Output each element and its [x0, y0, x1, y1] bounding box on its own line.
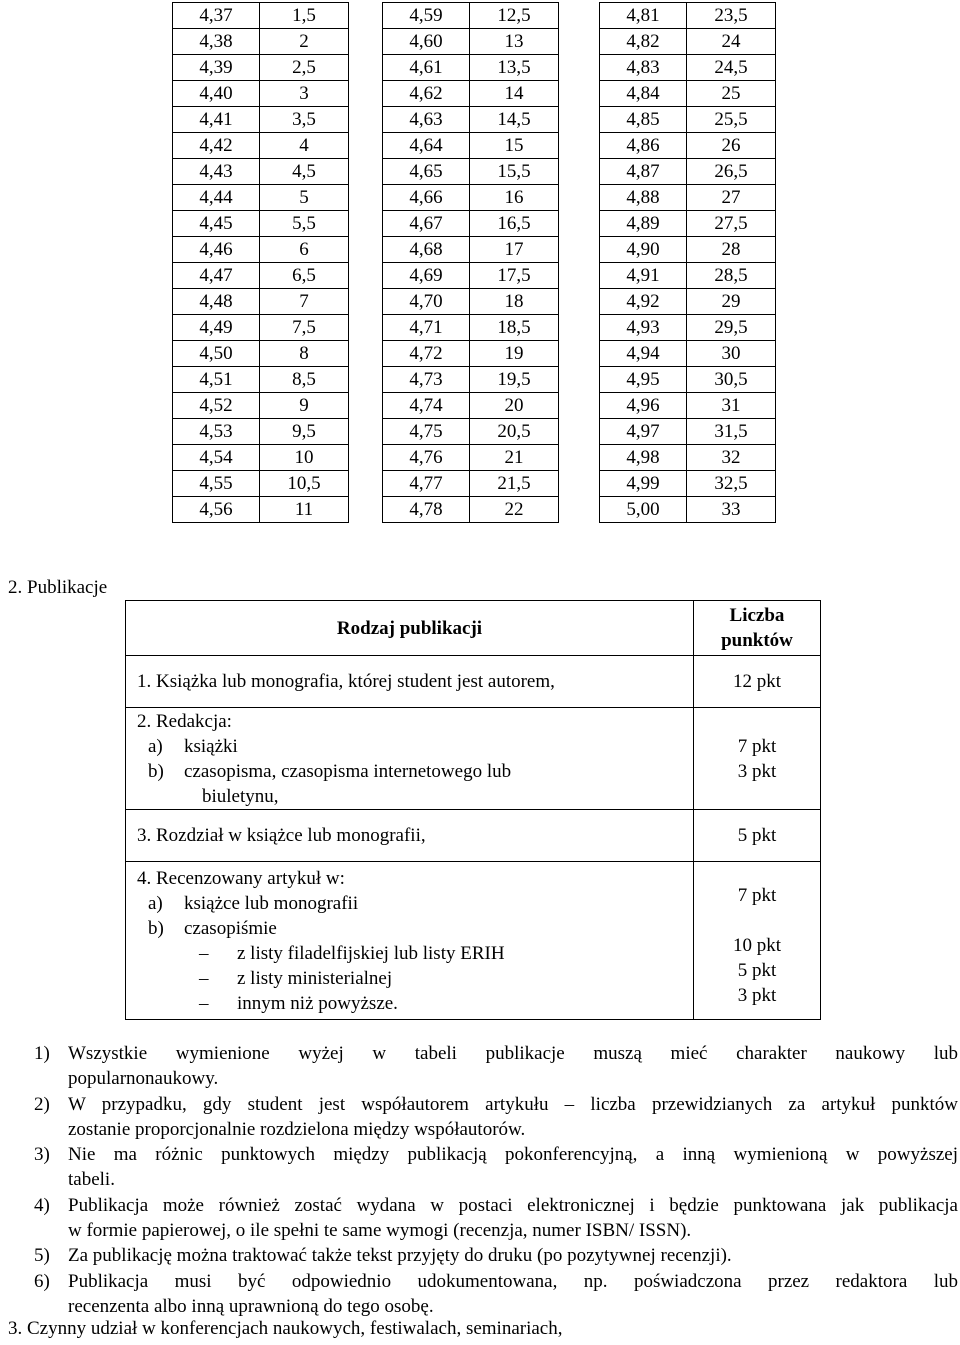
table-row — [173, 55, 349, 81]
points-cell: 7,5 — [260, 315, 349, 341]
row1-points: 12 pkt — [694, 656, 821, 708]
points-cell: 17,5 — [470, 263, 559, 289]
points-cell: 6 — [260, 237, 349, 263]
table-row — [600, 211, 776, 237]
table-row — [600, 393, 776, 419]
grade-cell: 4,96 — [600, 393, 687, 419]
points-cell: 5,5 — [260, 211, 349, 237]
grade-cell: 4,68 — [383, 237, 470, 263]
grade-cell: 4,88 — [600, 185, 687, 211]
table-row — [383, 445, 559, 471]
grade-cell: 4,86 — [600, 133, 687, 159]
points-cell: 29,5 — [687, 315, 776, 341]
table-row — [173, 29, 349, 55]
table-row — [600, 497, 776, 523]
table-row — [383, 263, 559, 289]
points-cell: 27,5 — [687, 211, 776, 237]
grade-cell: 4,43 — [173, 159, 260, 185]
points-cell: 15 — [470, 133, 559, 159]
grade-cell: 4,64 — [383, 133, 470, 159]
grade-cell: 4,54 — [173, 445, 260, 471]
points-cell: 15,5 — [470, 159, 559, 185]
grade-cell: 4,90 — [600, 237, 687, 263]
grade-cell: 4,62 — [383, 81, 470, 107]
points-cell: 6,5 — [260, 263, 349, 289]
table-row — [383, 315, 559, 341]
points-cell: 2 — [260, 29, 349, 55]
grade-cell: 4,44 — [173, 185, 260, 211]
table-row — [126, 708, 821, 810]
grade-cell: 4,84 — [600, 81, 687, 107]
table-row — [383, 159, 559, 185]
table-row — [173, 419, 349, 445]
table-row — [600, 237, 776, 263]
points-cell: 5 — [260, 185, 349, 211]
table-row — [383, 55, 559, 81]
row2-points: 7 pkt 3 pkt — [694, 708, 821, 810]
table-row — [600, 107, 776, 133]
grade-table-column-1 — [172, 2, 349, 523]
table-row — [173, 211, 349, 237]
table-row — [600, 445, 776, 471]
table-row — [600, 133, 776, 159]
points-cell: 20 — [470, 393, 559, 419]
table-row — [383, 185, 559, 211]
grade-cell: 4,85 — [600, 107, 687, 133]
grade-cell: 4,61 — [383, 55, 470, 81]
points-cell: 17 — [470, 237, 559, 263]
table-row — [173, 289, 349, 315]
grade-cell: 4,55 — [173, 471, 260, 497]
points-cell: 18 — [470, 289, 559, 315]
points-cell: 30 — [687, 341, 776, 367]
table-row — [383, 81, 559, 107]
table-row — [600, 159, 776, 185]
table-row — [383, 393, 559, 419]
grade-cell: 4,97 — [600, 419, 687, 445]
grade-cell: 4,46 — [173, 237, 260, 263]
points-cell: 10 — [260, 445, 349, 471]
table-row — [126, 862, 821, 1020]
grade-cell: 4,70 — [383, 289, 470, 315]
section-2-heading: 2. Publikacje — [8, 577, 108, 598]
grade-cell: 5,00 — [600, 497, 687, 523]
table-row — [173, 263, 349, 289]
grade-cell: 4,83 — [600, 55, 687, 81]
table-row — [600, 3, 776, 29]
points-cell: 18,5 — [470, 315, 559, 341]
grade-cell: 4,75 — [383, 419, 470, 445]
points-cell: 11 — [260, 497, 349, 523]
table-row — [383, 471, 559, 497]
table-row — [600, 419, 776, 445]
table-row — [383, 289, 559, 315]
grade-cell: 4,42 — [173, 133, 260, 159]
table-row — [126, 810, 821, 862]
points-cell: 3 — [260, 81, 349, 107]
grade-cell: 4,87 — [600, 159, 687, 185]
table-row — [600, 289, 776, 315]
points-cell: 26 — [687, 133, 776, 159]
table-row — [383, 341, 559, 367]
grade-cell: 4,67 — [383, 211, 470, 237]
table-row — [173, 3, 349, 29]
grade-cell: 4,74 — [383, 393, 470, 419]
points-cell: 8 — [260, 341, 349, 367]
notes-list — [34, 1041, 958, 1319]
table-row — [600, 367, 776, 393]
row2-text: 2. Redakcja: a) książki b) czasopisma, czasopisma internetowego lub biuletynu, — [126, 708, 694, 810]
grade-cell: 4,91 — [600, 263, 687, 289]
table-row — [173, 81, 349, 107]
table-row — [383, 419, 559, 445]
row4-text: 4. Recenzowany artykuł w: a) książce lub monografii b) czasopiśmie – z listy filadelfijskiej lub listy ERIH – z listy ministerialnej – innym niż powyższe. — [126, 862, 694, 1020]
table-row — [383, 107, 559, 133]
points-cell: 23,5 — [687, 3, 776, 29]
grade-cell: 4,48 — [173, 289, 260, 315]
points-cell: 32 — [687, 445, 776, 471]
points-cell: 14 — [470, 81, 559, 107]
grade-cell: 4,66 — [383, 185, 470, 211]
grade-cell: 4,47 — [173, 263, 260, 289]
list-item: 4) Publikacja może również zostać wydana w postaci elektronicznej i będzie punktowana jak publikacja w formie papierowej, o ile spełni te same wymogi (recenzja, numer ISBN/ ISSN). — [34, 1194, 958, 1242]
table-row — [600, 263, 776, 289]
points-cell: 16,5 — [470, 211, 559, 237]
grade-cell: 4,59 — [383, 3, 470, 29]
points-cell: 2,5 — [260, 55, 349, 81]
row4-points: 7 pkt 10 pkt 5 pkt 3 pkt — [694, 862, 821, 1020]
table-row — [173, 185, 349, 211]
grade-table-column-2 — [382, 2, 559, 523]
table-row — [173, 237, 349, 263]
points-cell: 29 — [687, 289, 776, 315]
table-row — [173, 445, 349, 471]
table-row — [600, 81, 776, 107]
points-cell: 27 — [687, 185, 776, 211]
header-points: Liczba punktów — [694, 601, 821, 656]
grade-cell: 4,45 — [173, 211, 260, 237]
points-cell: 24 — [687, 29, 776, 55]
table-row — [383, 497, 559, 523]
points-cell: 4,5 — [260, 159, 349, 185]
points-cell: 20,5 — [470, 419, 559, 445]
grade-cell: 4,69 — [383, 263, 470, 289]
table-row — [383, 237, 559, 263]
table-row — [600, 29, 776, 55]
points-cell: 25 — [687, 81, 776, 107]
grade-cell: 4,56 — [173, 497, 260, 523]
grade-cell: 4,49 — [173, 315, 260, 341]
table-row — [383, 29, 559, 55]
grade-cell: 4,51 — [173, 367, 260, 393]
list-item: 5) Za publikację można traktować także tekst przyjęty do druku (po pozytywnej recenzji). — [34, 1245, 732, 1267]
publications-table — [125, 600, 821, 1020]
grade-cell: 4,71 — [383, 315, 470, 341]
grade-cell: 4,73 — [383, 367, 470, 393]
table-row — [600, 55, 776, 81]
grade-cell: 4,37 — [173, 3, 260, 29]
list-item: 6) Publikacja musi być odpowiednio udokumentowana, np. poświadczona przez redaktora lub recenzenta albo inną uprawnioną do tego osobę. — [34, 1270, 958, 1317]
table-row — [173, 107, 349, 133]
table-row — [600, 185, 776, 211]
table-row — [173, 471, 349, 497]
points-cell: 7 — [260, 289, 349, 315]
points-cell: 21,5 — [470, 471, 559, 497]
list-item: 1) Wszystkie wymienione wyżej w tabeli publikacje muszą mieć charakter naukowy lub popularnonaukowy. — [34, 1043, 958, 1090]
points-cell: 25,5 — [687, 107, 776, 133]
points-cell: 14,5 — [470, 107, 559, 133]
grade-cell: 4,92 — [600, 289, 687, 315]
points-cell: 13 — [470, 29, 559, 55]
table-row — [383, 367, 559, 393]
table-row — [383, 211, 559, 237]
points-cell: 13,5 — [470, 55, 559, 81]
table-row — [126, 656, 821, 708]
section-3-heading: 3. Czynny udział w konferencjach naukowych, festiwalach, seminariach, — [8, 1318, 563, 1339]
points-cell: 31,5 — [687, 419, 776, 445]
row1-text: 1. Książka lub monografia, której student jest autorem, — [126, 656, 694, 708]
row3-points: 5 pkt — [694, 810, 821, 862]
table-row — [383, 133, 559, 159]
grade-cell: 4,78 — [383, 497, 470, 523]
points-cell: 28 — [687, 237, 776, 263]
points-cell: 9,5 — [260, 419, 349, 445]
grade-cell: 4,94 — [600, 341, 687, 367]
table-row — [173, 133, 349, 159]
grade-cell: 4,95 — [600, 367, 687, 393]
points-cell: 26,5 — [687, 159, 776, 185]
grade-cell: 4,76 — [383, 445, 470, 471]
points-cell: 24,5 — [687, 55, 776, 81]
grade-table-column-3 — [599, 2, 776, 523]
list-item: 3) Nie ma różnic punktowych między publikacją pokonferencyjną, a inną wymienioną w powyższej tabeli. — [34, 1144, 958, 1191]
table-row — [600, 341, 776, 367]
table-row — [173, 393, 349, 419]
grade-cell: 4,72 — [383, 341, 470, 367]
points-cell: 28,5 — [687, 263, 776, 289]
points-cell: 22 — [470, 497, 559, 523]
points-cell: 21 — [470, 445, 559, 471]
points-cell: 4 — [260, 133, 349, 159]
grade-cell: 4,98 — [600, 445, 687, 471]
table-row — [600, 315, 776, 341]
grade-cell: 4,40 — [173, 81, 260, 107]
table-row — [383, 3, 559, 29]
points-cell: 3,5 — [260, 107, 349, 133]
points-cell: 10,5 — [260, 471, 349, 497]
table-header-row — [126, 601, 821, 656]
table-row — [173, 341, 349, 367]
row3-text: 3. Rozdział w książce lub monografii, — [126, 810, 694, 862]
grade-cell: 4,93 — [600, 315, 687, 341]
points-cell: 32,5 — [687, 471, 776, 497]
grade-cell: 4,65 — [383, 159, 470, 185]
grade-cell: 4,39 — [173, 55, 260, 81]
grade-cell: 4,38 — [173, 29, 260, 55]
points-cell: 33 — [687, 497, 776, 523]
grade-cell: 4,50 — [173, 341, 260, 367]
table-row — [173, 497, 349, 523]
grade-cell: 4,60 — [383, 29, 470, 55]
points-cell: 19 — [470, 341, 559, 367]
grade-cell: 4,52 — [173, 393, 260, 419]
table-row — [600, 471, 776, 497]
grade-cell: 4,99 — [600, 471, 687, 497]
points-cell: 12,5 — [470, 3, 559, 29]
grade-cell: 4,77 — [383, 471, 470, 497]
grade-cell: 4,82 — [600, 29, 687, 55]
points-cell: 9 — [260, 393, 349, 419]
table-row — [173, 159, 349, 185]
grade-cell: 4,89 — [600, 211, 687, 237]
points-cell: 8,5 — [260, 367, 349, 393]
grade-cell: 4,63 — [383, 107, 470, 133]
grade-cell: 4,41 — [173, 107, 260, 133]
grade-cell: 4,81 — [600, 3, 687, 29]
table-row — [173, 367, 349, 393]
points-cell: 16 — [470, 185, 559, 211]
list-item: 2) W przypadku, gdy student jest współautorem artykułu – liczba przewidzianych za artykuł punktów zostanie proporcjonalnie rozdzielona między współautorów. — [34, 1093, 958, 1140]
points-cell: 31 — [687, 393, 776, 419]
points-cell: 30,5 — [687, 367, 776, 393]
header-type: Rodzaj publikacji — [126, 601, 694, 656]
table-row — [173, 315, 349, 341]
grade-cell: 4,53 — [173, 419, 260, 445]
points-cell: 19,5 — [470, 367, 559, 393]
points-cell: 1,5 — [260, 3, 349, 29]
